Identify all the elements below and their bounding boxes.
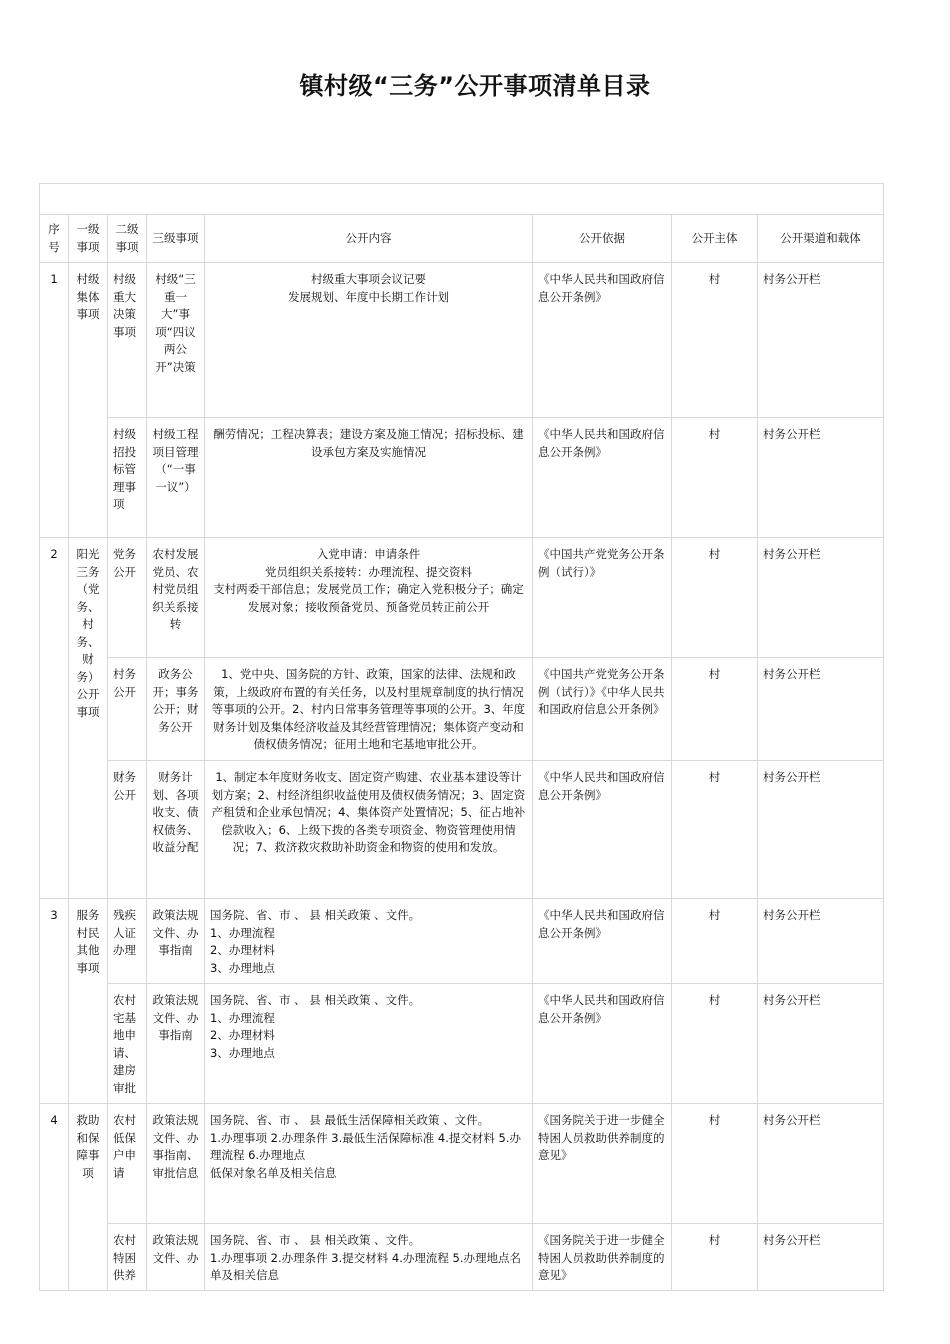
content-line: 发展规划、年度中长期工作计划	[288, 289, 449, 304]
level1-cell: 村级集体事项	[69, 263, 108, 538]
content-line: 酬劳情况；工程决算表；建设方案及施工情况；招标投标、建设承包方案及实施情况	[213, 427, 524, 459]
level2-cell: 残疾人证办理	[108, 899, 147, 984]
header-level3: 三级事项	[147, 215, 205, 263]
content-cell	[205, 761, 533, 899]
level3-cell: 政策法规文件、办	[147, 1224, 205, 1291]
table-row	[40, 538, 884, 658]
content-line: 国务院、省、市 、 县 相关政策 、文件。	[210, 1233, 421, 1247]
content-line: 3、办理地点	[210, 960, 275, 975]
blank-cell	[40, 184, 884, 215]
basis-cell: 《中华人民共和国政府信息公开条例》	[533, 418, 672, 538]
channel-cell: 村务公开栏	[758, 1224, 884, 1291]
basis-cell: 《中华人民共和国政府信息公开条例》	[533, 984, 672, 1104]
content-line: 国务院、省、市 、 县 相关政策 、文件。	[210, 908, 421, 922]
level1-cell: 救助和保障事项	[69, 1104, 108, 1291]
content-line: 国务院、省、市 、 县 相关政策 、文件。	[210, 993, 421, 1007]
header-level1: 一级事项	[69, 215, 108, 263]
table-row	[40, 658, 884, 761]
content-line: 1、党中央、国务院的方针、政策，国家的法律、法规和政策，上级政府布置的有关任务，以及村里规章制度的执行情况等事项的公开。2、村内日常事务管理等事项的公开。3、年度财务计划及集体经济收益及其经营管理情况；集体资产变动和债权债务情况；征用土地和宅基地审批公开。	[211, 667, 526, 751]
level3-cell: 村级工程项目管理（“一事一议”）	[147, 418, 205, 538]
header-content: 公开内容	[205, 215, 533, 263]
table-header-row	[40, 215, 884, 263]
disclosure-table	[39, 183, 884, 1291]
channel-cell: 村务公开栏	[758, 538, 884, 658]
level3-cell: 政策法规文件、办事指南	[147, 984, 205, 1104]
channel-cell: 村务公开栏	[758, 418, 884, 538]
table-row	[40, 263, 884, 418]
level2-cell: 村务公开	[108, 658, 147, 761]
seq-cell: 1	[40, 263, 69, 538]
header-seq: 序号	[40, 215, 69, 263]
content-cell	[205, 899, 533, 984]
content-line: 村级重大事项会议记要	[311, 272, 426, 286]
level2-cell: 农村低保户申请	[108, 1104, 147, 1224]
level2-cell: 农村特困供养	[108, 1224, 147, 1291]
subject-cell: 村	[672, 761, 758, 899]
content-line: 1、办理流程	[210, 1010, 275, 1025]
content-line: 1.办理事项 2.办理条件 3.提交材料 4.办理流程 5.办理地点名单及相关信息	[210, 1250, 521, 1282]
table-row	[40, 1224, 884, 1291]
channel-cell: 村务公开栏	[758, 761, 884, 899]
basis-cell: 《国务院关于进一步健全特困人员救助供养制度的意见》	[533, 1224, 672, 1291]
level3-cell: 政务公开；事务公开；财务公开	[147, 658, 205, 761]
content-cell	[205, 263, 533, 418]
subject-cell: 村	[672, 418, 758, 538]
subject-cell: 村	[672, 538, 758, 658]
level3-cell: 财务计划、各项收支、债权债务、收益分配	[147, 761, 205, 899]
subject-cell: 村	[672, 1224, 758, 1291]
level2-cell: 农村宅基地申请、建房审批	[108, 984, 147, 1104]
level3-cell: 农村发展党员、农村党员组织关系接转	[147, 538, 205, 658]
seq-cell: 3	[40, 899, 69, 1104]
channel-cell: 村务公开栏	[758, 1104, 884, 1224]
content-line: 1.办理事项 2.办理条件 3.最低生活保障标准 4.提交材料 5.办理流程 6.办理地点	[210, 1130, 521, 1162]
subject-cell: 村	[672, 1104, 758, 1224]
subject-cell: 村	[672, 263, 758, 418]
subject-cell: 村	[672, 984, 758, 1104]
level3-cell: 政策法规文件、办事指南、审批信息	[147, 1104, 205, 1224]
content-line: 党员组织关系接转：办理流程、提交资料	[265, 564, 472, 579]
subject-cell: 村	[672, 658, 758, 761]
content-cell	[205, 1104, 533, 1224]
header-subject: 公开主体	[672, 215, 758, 263]
basis-cell: 《中华人民共和国政府信息公开条例》	[533, 761, 672, 899]
content-cell	[205, 538, 533, 658]
table-row	[40, 899, 884, 984]
header-channel: 公开渠道和载体	[758, 215, 884, 263]
content-line: 入党申请：申请条件	[316, 547, 421, 561]
basis-cell: 《中华人民共和国政府信息公开条例》	[533, 899, 672, 984]
level1-cell: 服务村民其他事项	[69, 899, 108, 1104]
basis-cell: 《国务院关于进一步健全特困人员救助供养制度的意见》	[533, 1104, 672, 1224]
content-line: 1、办理流程	[210, 925, 275, 940]
table-blank-row	[40, 184, 884, 215]
basis-cell: 《中国共产党党务公开条例（试行）》《中华人民共和国政府信息公开条例》	[533, 658, 672, 761]
channel-cell: 村务公开栏	[758, 658, 884, 761]
content-cell	[205, 1224, 533, 1291]
level2-cell: 财务公开	[108, 761, 147, 899]
level1-cell: 阳光三务（党务、村务、财务）公开事项	[69, 538, 108, 899]
content-cell	[205, 658, 533, 761]
content-line: 国务院、省、市 、 县 最低生活保障相关政策 、文件。	[210, 1113, 490, 1127]
basis-cell: 《中华人民共和国政府信息公开条例》	[533, 263, 672, 418]
table-row	[40, 418, 884, 538]
content-line: 低保对象名单及相关信息	[210, 1165, 337, 1180]
channel-cell: 村务公开栏	[758, 899, 884, 984]
subject-cell: 村	[672, 899, 758, 984]
content-line: 3、办理地点	[210, 1045, 275, 1060]
level2-cell: 村级重大决策事项	[108, 263, 147, 418]
table-row	[40, 1104, 884, 1224]
content-line: 2、办理材料	[210, 1028, 275, 1042]
seq-cell: 4	[40, 1104, 69, 1291]
basis-cell: 《中国共产党党务公开条例（试行）》	[533, 538, 672, 658]
table-row	[40, 984, 884, 1104]
header-level2: 二级事项	[108, 215, 147, 263]
content-cell	[205, 984, 533, 1104]
level3-cell: 政策法规文件、办事指南	[147, 899, 205, 984]
level2-cell: 党务公开	[108, 538, 147, 658]
level2-cell: 村级招投标管理事项	[108, 418, 147, 538]
content-cell	[205, 418, 533, 538]
channel-cell: 村务公开栏	[758, 263, 884, 418]
header-basis: 公开依据	[533, 215, 672, 263]
content-line: 2、办理材料	[210, 943, 275, 957]
channel-cell: 村务公开栏	[758, 984, 884, 1104]
content-line: 1、制定本年度财务收支、固定资产购建、农业基本建设等计划方案；2、村经济组织收益使用及债权债务情况；3、固定资产租赁和企业承包情况；4、集体资产处置情况；5、征占地补偿款收入；6、上级下拨的各类专项资金、物资管理使用情况；7、救济救灾救助补助资金和物资的使用和发放。	[211, 770, 526, 854]
table-row	[40, 761, 884, 899]
level3-cell: 村级“三重一大”事项“四议两公开”决策	[147, 263, 205, 418]
seq-cell: 2	[40, 538, 69, 899]
page-title: 镇村级“三务”公开事项清单目录	[299, 72, 651, 100]
content-line: 支村两委干部信息；发展党员工作；确定入党积极分子；确定发展对象；接收预备党员、预备党员转正前公开	[213, 582, 524, 614]
